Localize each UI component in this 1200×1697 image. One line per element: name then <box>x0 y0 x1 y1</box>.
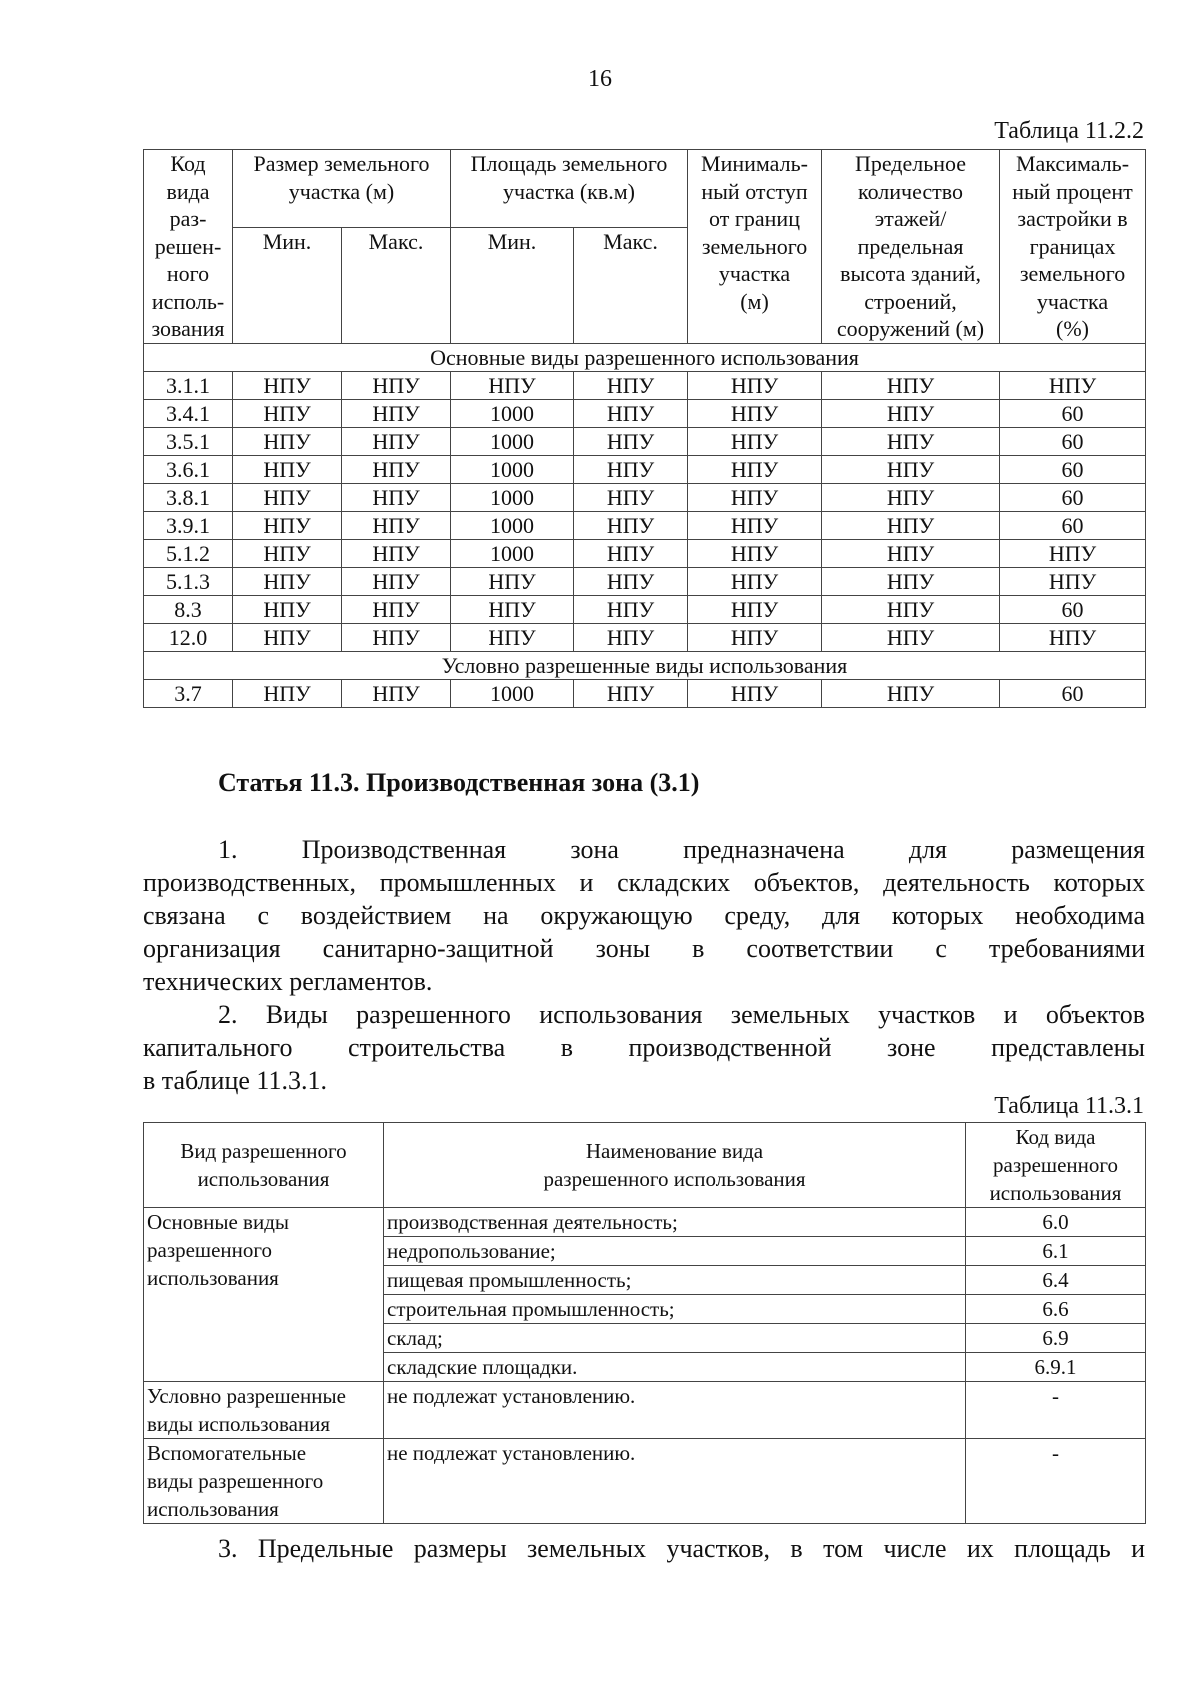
row-value-cell: НПУ <box>233 399 342 427</box>
header-size-max: Макс. <box>342 227 451 343</box>
row-value-cell: НПУ <box>342 567 451 595</box>
row-value-cell: 1000 <box>451 399 574 427</box>
row-code-cell: 5.1.2 <box>144 539 233 567</box>
table-row <box>144 483 1146 511</box>
table1-conditional-rows <box>144 679 1146 707</box>
table-row <box>144 427 1146 455</box>
table-row <box>144 567 1146 595</box>
row-code-cell: 5.1.3 <box>144 567 233 595</box>
t2-row-code: 6.9 <box>966 1324 1146 1353</box>
row-value-cell: НПУ <box>342 399 451 427</box>
header-area-min: Мин. <box>451 227 574 343</box>
row-value-cell: 1000 <box>451 455 574 483</box>
header-size-min: Мин. <box>233 227 342 343</box>
header-setback: Минималь- ный отступ от границ земельного участка (м) <box>688 150 822 344</box>
section-main: Основные виды разрешенного использования <box>144 343 1146 371</box>
row-value-cell: НПУ <box>822 623 1000 651</box>
article-heading: Статья 11.3. Производственная зона (3.1) <box>218 768 700 797</box>
t2-row-code: 6.6 <box>966 1295 1146 1324</box>
row-value-cell: НПУ <box>1000 371 1146 399</box>
row-value-cell: НПУ <box>342 371 451 399</box>
row-value-cell: 60 <box>1000 399 1146 427</box>
row-value-cell: НПУ <box>233 483 342 511</box>
group-main: Основные виды разрешенного использования <box>144 1208 384 1382</box>
row-value-cell: НПУ <box>574 567 688 595</box>
row-value-cell: НПУ <box>688 539 822 567</box>
table-row <box>144 455 1146 483</box>
table-row <box>144 679 1146 707</box>
row-value-cell: НПУ <box>342 483 451 511</box>
row-value-cell: НПУ <box>451 623 574 651</box>
row-value-cell: 60 <box>1000 483 1146 511</box>
table2-caption: Таблица 11.3.1 <box>994 1093 1144 1119</box>
row-value-cell: НПУ <box>688 623 822 651</box>
table1-main-rows <box>144 371 1146 651</box>
row-code-cell: 3.1.1 <box>144 371 233 399</box>
row-value-cell: НПУ <box>688 679 822 707</box>
row-code-cell: 3.7 <box>144 679 233 707</box>
group-auxiliary: Вспомогательные виды разрешенного использования <box>144 1439 384 1524</box>
row-value-cell: 60 <box>1000 427 1146 455</box>
auxiliary-name: не подлежат установлению. <box>384 1439 966 1524</box>
header-area: Площадь земельного участка (кв.м) <box>451 150 688 228</box>
row-code-cell: 12.0 <box>144 623 233 651</box>
row-value-cell: 1000 <box>451 679 574 707</box>
row-value-cell: НПУ <box>233 679 342 707</box>
row-value-cell: НПУ <box>688 511 822 539</box>
section-conditional: Условно разрешенные виды использования <box>144 651 1146 679</box>
row-value-cell: НПУ <box>451 567 574 595</box>
row-value-cell: НПУ <box>1000 623 1146 651</box>
row-value-cell: 1000 <box>451 539 574 567</box>
row-value-cell: НПУ <box>574 455 688 483</box>
row-value-cell: НПУ <box>233 511 342 539</box>
row-value-cell: НПУ <box>822 567 1000 595</box>
row-value-cell: НПУ <box>233 623 342 651</box>
row-code-cell: 3.9.1 <box>144 511 233 539</box>
row-value-cell: НПУ <box>574 623 688 651</box>
row-value-cell: НПУ <box>822 455 1000 483</box>
header-code: Код вида раз- решен- ного исполь- зования <box>144 150 233 344</box>
row-value-cell: НПУ <box>574 371 688 399</box>
row-value-cell: НПУ <box>1000 567 1146 595</box>
row-value-cell: 1000 <box>451 511 574 539</box>
row-code-cell: 3.6.1 <box>144 455 233 483</box>
row-value-cell: НПУ <box>688 371 822 399</box>
row-value-cell: НПУ <box>822 511 1000 539</box>
table-row <box>144 595 1146 623</box>
row-value-cell: НПУ <box>451 371 574 399</box>
row-value-cell: 60 <box>1000 511 1146 539</box>
row-value-cell: НПУ <box>233 539 342 567</box>
row-value-cell: НПУ <box>233 455 342 483</box>
row-value-cell: НПУ <box>574 483 688 511</box>
group-conditional: Условно разрешенные виды использования <box>144 1382 384 1439</box>
t2-row-code: 6.0 <box>966 1208 1146 1237</box>
row-value-cell: НПУ <box>233 595 342 623</box>
table-row <box>144 623 1146 651</box>
row-value-cell: НПУ <box>233 427 342 455</box>
row-value-cell: НПУ <box>574 539 688 567</box>
row-value-cell: НПУ <box>233 371 342 399</box>
t2-row-name: пищевая промышленность; <box>384 1266 966 1295</box>
row-code-cell: 8.3 <box>144 595 233 623</box>
row-value-cell: НПУ <box>574 595 688 623</box>
conditional-name: не подлежат установлению. <box>384 1382 966 1439</box>
row-value-cell: НПУ <box>451 595 574 623</box>
table-11-2-2 <box>143 149 1146 708</box>
row-value-cell: НПУ <box>342 679 451 707</box>
row-value-cell: НПУ <box>688 483 822 511</box>
header-percent: Максималь- ный процент застройки в границах земельного участка (%) <box>1000 150 1146 344</box>
row-value-cell: НПУ <box>822 679 1000 707</box>
table-row <box>144 399 1146 427</box>
row-value-cell: 1000 <box>451 483 574 511</box>
header-size: Размер земельного участка (м) <box>233 150 451 228</box>
t2-row-code: 6.9.1 <box>966 1353 1146 1382</box>
table-row <box>144 511 1146 539</box>
row-value-cell: НПУ <box>342 539 451 567</box>
paragraph-1: 1. Производственная зона предназначена для размещения производственных, промышленных и складских объектов, деятельность которых связана с воздействием на окружающую среду, для которых необходима организация санитарно-защитной зоны в соответствии с требованиями технических регламентов. <box>143 835 1145 996</box>
table-row <box>144 371 1146 399</box>
row-value-cell: НПУ <box>822 371 1000 399</box>
t2-row-name: недропользование; <box>384 1237 966 1266</box>
row-value-cell: НПУ <box>574 511 688 539</box>
row-value-cell: 60 <box>1000 455 1146 483</box>
row-value-cell: НПУ <box>574 427 688 455</box>
t2-header-code: Код вида разрешенного использования <box>966 1123 1146 1208</box>
table1-caption: Таблица 11.2.2 <box>994 118 1144 144</box>
row-value-cell: НПУ <box>822 399 1000 427</box>
row-value-cell: 1000 <box>451 427 574 455</box>
row-value-cell: НПУ <box>574 679 688 707</box>
auxiliary-code: - <box>966 1439 1146 1524</box>
table-11-3-1 <box>143 1122 1146 1524</box>
page-number: 16 <box>588 66 612 92</box>
t2-row-name: складские площадки. <box>384 1353 966 1382</box>
t2-row-code: 6.1 <box>966 1237 1146 1266</box>
t2-row-name: склад; <box>384 1324 966 1353</box>
row-value-cell: НПУ <box>342 511 451 539</box>
row-value-cell: НПУ <box>342 427 451 455</box>
row-code-cell: 3.5.1 <box>144 427 233 455</box>
paragraph-3: 3. Предельные размеры земельных участков, в том числе их площадь и <box>218 1534 1145 1563</box>
row-value-cell: НПУ <box>342 455 451 483</box>
row-value-cell: НПУ <box>342 595 451 623</box>
row-value-cell: НПУ <box>1000 539 1146 567</box>
header-floors: Предельное количество этажей/ предельная высота зданий, строений, сооружений (м) <box>822 150 1000 344</box>
t2-row-code: 6.4 <box>966 1266 1146 1295</box>
row-value-cell: НПУ <box>688 595 822 623</box>
row-code-cell: 3.4.1 <box>144 399 233 427</box>
t2-header-type: Вид разрешенного использования <box>144 1123 384 1208</box>
t2-row-name: строительная промышленность; <box>384 1295 966 1324</box>
conditional-code: - <box>966 1382 1146 1439</box>
row-value-cell: НПУ <box>688 455 822 483</box>
row-code-cell: 3.8.1 <box>144 483 233 511</box>
row-value-cell: НПУ <box>822 539 1000 567</box>
row-value-cell: НПУ <box>688 567 822 595</box>
row-value-cell: НПУ <box>688 427 822 455</box>
row-value-cell: НПУ <box>342 623 451 651</box>
table-row <box>144 539 1146 567</box>
row-value-cell: НПУ <box>233 567 342 595</box>
header-area-max: Макс. <box>574 227 688 343</box>
paragraph-2: 2. Виды разрешенного использования земельных участков и объектов капитального строительства в производственной зоне представлены в таблице 11.3.1. <box>143 1000 1145 1095</box>
row-value-cell: НПУ <box>822 595 1000 623</box>
row-value-cell: 60 <box>1000 679 1146 707</box>
row-value-cell: НПУ <box>574 399 688 427</box>
t2-row-name: производственная деятельность; <box>384 1208 966 1237</box>
t2-header-name: Наименование вида разрешенного использования <box>384 1123 966 1208</box>
row-value-cell: 60 <box>1000 595 1146 623</box>
row-value-cell: НПУ <box>822 427 1000 455</box>
row-value-cell: НПУ <box>822 483 1000 511</box>
row-value-cell: НПУ <box>688 399 822 427</box>
